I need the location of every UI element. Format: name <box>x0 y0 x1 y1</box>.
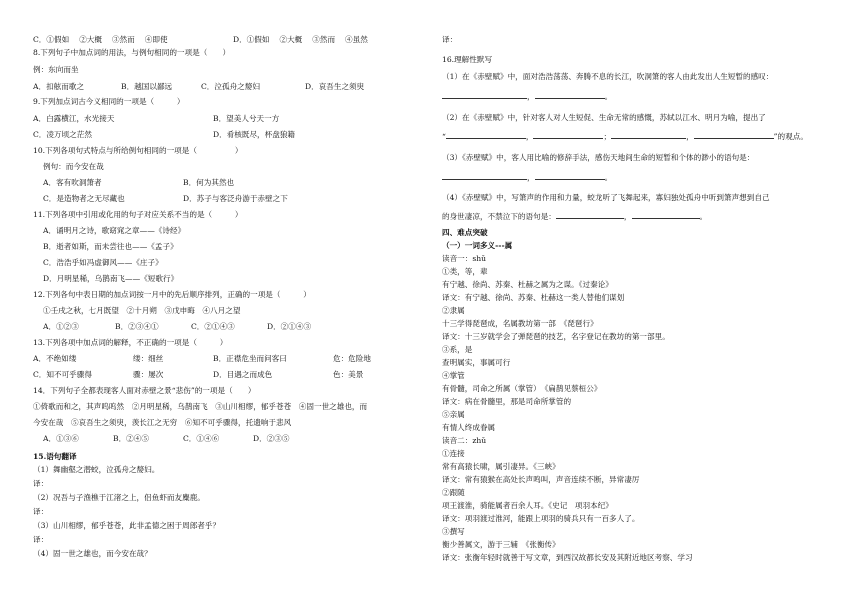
q8-option-b: B．越国以鄙远 <box>121 82 173 91</box>
q9-option-a: A．白露横江，水光接天 <box>33 114 115 123</box>
q16-3-blank-1[interactable] <box>442 172 527 180</box>
q8-option-d: D．哀吾生之须臾 <box>305 82 365 91</box>
zhu-line: 译文：常有猿猴在高处长声鸣叫，声音连续不断，异常凄厉 <box>442 475 640 484</box>
q13-option-b-gloss: 危：危险地 <box>333 354 371 363</box>
q13-option-b: B．正襟危坐而问客曰 <box>213 354 287 363</box>
zhu-line: 常有高猿长啸，属引凄异。《三峡》 <box>442 462 560 471</box>
q14-option-a: A．①③⑥ <box>43 434 79 443</box>
q8-option-a: A．扣舷而歌之 <box>33 82 85 91</box>
q14-option-b: B．②④⑤ <box>113 434 149 443</box>
q15-1-source: （1）舞幽壑之潜蛟，泣孤舟之嫠妇。 <box>33 465 160 474</box>
shu-line: 查明属实，事属可行 <box>442 358 511 367</box>
q16-4-prompt: （4）《赤壁赋》中，写箫声的作用和力量，蛟龙听了飞舞起来，寡妇独处孤舟中听到箫声想到自己 <box>442 193 770 202</box>
zhu-line: 项王渡淮，骑能属者百余人耳。《史记 项羽本纪》 <box>442 501 613 510</box>
q10-example: 例句：而今安在哉 <box>43 162 104 171</box>
q9-option-d: D．肴核既尽，杯盘狼籍 <box>213 130 296 139</box>
q12-option-a: A．①②③ <box>43 322 79 331</box>
q15-3-translation: 译： <box>33 535 49 544</box>
q16-1-blank-1[interactable] <box>442 91 527 99</box>
q11-option-a: A．诵明月之诗，歌窈窕之章——《诗经》 <box>43 226 186 235</box>
shu-line: ③系，是 <box>442 345 473 354</box>
shu-line: 有情人终成眷属 <box>442 423 496 432</box>
q16-3-blanks: ， 。 <box>442 172 612 183</box>
shu-line: 译文：有宁越、徐尚、苏秦、杜赫这一类人替他们谋划 <box>442 293 625 302</box>
q10-option-d: D．苏子与客泛舟游于赤壁之下 <box>183 194 288 203</box>
q16-title: 16.理解性默写 <box>442 55 493 64</box>
q16-1-blanks: ， 。 <box>442 91 612 102</box>
zhu-line: 读音二：zhǔ <box>442 436 487 445</box>
q16-2-blanks: “ ， ； ， ”的观点。 <box>442 132 808 141</box>
q9-option-b: B．望美人兮天一方 <box>213 114 280 123</box>
q11-option-b: B．逝者如斯，而未尝往也——《孟子》 <box>43 242 178 251</box>
q8-example: 例：东向而坐 <box>33 65 79 74</box>
q14-option-c: C．①④⑥ <box>183 434 220 443</box>
shu-line: 十三学得琵琶成，名属教坊第一部 《琵琶行》 <box>442 319 598 328</box>
zhu-line: ③撰写 <box>442 527 465 536</box>
shu-line: ①类，等，辈 <box>442 267 488 276</box>
q8-option-c: C．泣孤舟之嫠妇 <box>201 82 260 91</box>
q16-2-open-quote: “ <box>442 132 446 141</box>
zhu-line: 衡少善属文，游于三辅 《张衡传》 <box>442 540 560 549</box>
zhu-line: 译文：张衡年轻时就善于写文章，到西汉故都长安及其附近地区考察、学习 <box>442 553 693 562</box>
q16-1-blank-2[interactable] <box>535 91 605 99</box>
q13-stem: 13.下列各项中加点词的解释，不正确的一项是（ ） <box>33 338 228 347</box>
shu-line: 有骨髓，司命之所属（掌管） 《扁鹊见蔡桓公》 <box>442 384 602 393</box>
q13-option-a: A．不绝如缕 <box>33 354 77 363</box>
zhu-line: 译文：项羽渡过淮河，能跟上项羽的骑兵只有一百多人了。 <box>442 514 640 523</box>
q15-title: 15.语句翻译 <box>33 452 77 461</box>
q14-option-d: D．②③⑤ <box>253 434 290 443</box>
q10-option-c: C．是造物者之无尽藏也 <box>43 194 125 203</box>
q8-stem: 8.下列句子中加点词的用法，与例句相同的一项是（ ） <box>33 48 231 57</box>
shu-line: ④掌管 <box>442 371 465 380</box>
section-4-1-title: （一）一词多义---属 <box>442 241 513 250</box>
zhu-line: ②跟随 <box>442 488 465 497</box>
q16-2-close-quote: ”的观点。 <box>773 132 808 141</box>
q16-2-blank-3[interactable] <box>611 131 686 139</box>
section-4-title: 四、难点突破 <box>442 228 488 237</box>
q16-4-prompt-cont: 的身世凄凉，不禁泣下的语句是： <box>442 212 556 221</box>
shu-line: 译文：十三岁就学会了弹琵琶的技艺，名字登记在教坊的第一部里。 <box>442 332 670 341</box>
shu-line: 有宁越、徐尚、苏秦、杜赫之属为之谋。《过秦论》 <box>442 280 613 289</box>
q10-option-a: A．客有吹洞箫者 <box>43 178 102 187</box>
q16-2-prompt: （2）在《赤壁赋》中，针对客人对人生短促、生命无常的感慨，苏轼以江水、明月为喻，提出了 <box>442 113 766 122</box>
q15-4-source: （4）固一世之雄也，而今安在哉？ <box>33 549 152 558</box>
q16-4-blank-1[interactable] <box>556 211 624 219</box>
q16-4-blank-2[interactable] <box>632 211 700 219</box>
q13-option-c-gloss: 骤：屡次 <box>133 370 164 379</box>
q16-2-blank-1[interactable] <box>446 131 526 139</box>
q7-option-d: D．①假如 ②大概 ③然而 ④虽然 <box>233 35 368 44</box>
q11-stem: 11.下列各项中引用或化用的句子对应关系不当的是（ ） <box>33 210 243 219</box>
q16-3-prompt: （3）《赤壁赋》中，客人用比喻的修辞手法，感伤天地间生命的短暂和个体的渺小的语句是： <box>442 153 755 162</box>
q14-items-line1: ①倚歌而和之，其声呜呜然 ②月明星稀，乌鹊南飞 ③山川相缪，郁乎苍苍 ④固一世之雄也，而 <box>33 402 368 411</box>
q16-2-blank-4[interactable] <box>694 131 774 139</box>
q14-stem: 14．下列句子全都表现客人面对赤壁之景“悲伤”的一项是（ ） <box>33 386 256 395</box>
q16-4-blanks: 的身世凄凉，不禁泣下的语句是： ， 。 <box>442 212 708 221</box>
q14-items-line2: 今安在哉 ⑤哀吾生之须臾，羡长江之无穷 ⑥知不可乎骤得，托遗响于悲风 <box>33 418 292 427</box>
q9-stem: 9.下列加点词古今义相同的一项是（ ） <box>33 97 185 106</box>
q13-option-d-gloss: 色：美景 <box>333 370 364 379</box>
zhu-line: ①连接 <box>442 449 465 458</box>
q16-2-blank-2[interactable] <box>533 131 603 139</box>
shu-line: ⑤亲属 <box>442 410 465 419</box>
q12-items: ①壬戌之秋，七月既望 ②十月朔 ③戊申晦 ④八月之望 <box>43 306 241 315</box>
q15-2-source: （2）况吾与子渔樵于江渚之上，侣鱼虾而友麋鹿。 <box>33 493 205 502</box>
q10-stem: 10.下列各项句式特点与所给例句相同的一项是（ ） <box>33 146 243 155</box>
q16-1-prompt: （1）在《赤壁赋》中，面对浩浩荡荡、奔腾不息的长江，吹洞箫的客人由此发出人生短暂的感叹： <box>442 72 774 81</box>
q10-option-b: B．何为其然也 <box>183 178 235 187</box>
q11-option-c: C．浩浩乎如冯虚御风——《庄子》 <box>43 258 163 267</box>
q13-option-a-gloss: 缕：细丝 <box>133 354 164 363</box>
q16-3-blank-2[interactable] <box>535 172 605 180</box>
q12-option-b: B．②③④① <box>115 322 159 331</box>
q7-option-c: C．①假如 ②大概 ③然而 ④即使 <box>33 35 168 44</box>
q13-option-d: D．目遇之而成色 <box>213 370 273 379</box>
shu-line: 读音一：shǔ <box>442 254 487 263</box>
q15-4-translation: 译： <box>442 35 458 44</box>
q13-option-c: C．知不可乎骤得 <box>33 370 92 379</box>
q11-option-d: D．月明星稀，乌鹊南飞——《短歌行》 <box>43 274 179 283</box>
q9-option-c: C．凌万顷之茫然 <box>33 130 92 139</box>
shu-line: 译文：病在骨髓里，那是司命所掌管的 <box>442 397 572 406</box>
q15-2-translation: 译： <box>33 507 49 516</box>
q12-option-d: D．②①④③ <box>267 322 312 331</box>
q12-option-c: C．②①④③ <box>191 322 235 331</box>
q15-1-translation: 译： <box>33 479 49 488</box>
q12-stem: 12.下列各句中表日期的加点词按一月中的先后顺序排列，正确的一项是（ ） <box>33 290 311 299</box>
shu-line: ②隶属 <box>442 306 465 315</box>
q15-3-source: （3）山川相缪，郁乎苍苍，此非孟德之困于周郎者乎？ <box>33 521 221 530</box>
